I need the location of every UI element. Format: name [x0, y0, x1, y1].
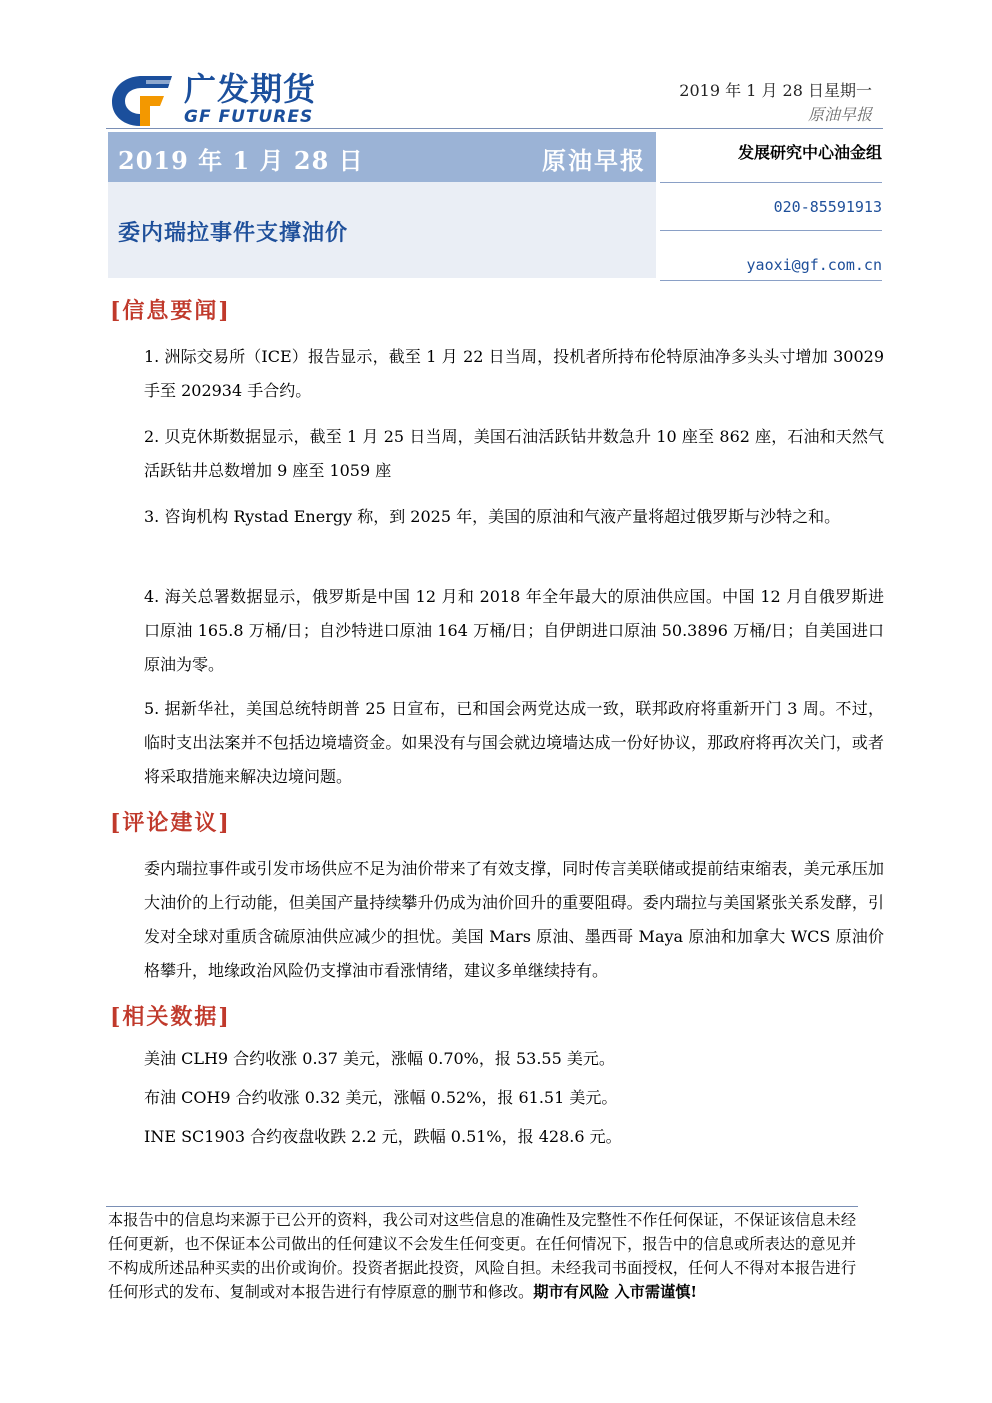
news-item-3: 3. 咨询机构 Rystad Energy 称，到 2025 年，美国的原油和气液产量将超过俄罗斯与沙特之和。 — [144, 507, 841, 526]
title-band — [108, 132, 656, 182]
sidebar-divider — [660, 182, 882, 183]
logo-english-name: GF FUTURES — [184, 107, 314, 127]
comment-heading: [评论建议] — [110, 810, 231, 836]
report-title: 委内瑞拉事件支撑油价 — [118, 220, 349, 246]
band-report-type: 原油早报 — [542, 146, 646, 175]
header-divider — [106, 128, 883, 129]
header-date: 2019 年 1 月 28 日星期一 — [679, 81, 872, 100]
data-heading: [相关数据] — [110, 1004, 231, 1030]
research-group: 发展研究中心油金组 — [737, 143, 882, 162]
sidebar-divider — [660, 230, 882, 231]
contact-phone: 020-85591913 — [773, 198, 882, 216]
news-item-2: 2. 贝克休斯数据显示，截至 1 月 25 日当周，美国石油活跃钻井数急升 10 座至 862 座，石油和天然气活跃钻井总数增加 9 座至 1059 座 — [144, 427, 884, 480]
news-item-5: 5. 据新华社，美国总统特朗普 25 日宣布，已和国会两党达成一致，联邦政府将重新开门 3 周。不过，临时支出法案并不包括边境墙资金。如果没有与国会就边境墙达成一份好协议，那政府将再次关门，或者将采取措施来解决边境问题。 — [144, 699, 884, 786]
header-report-type: 原油早报 — [807, 105, 872, 124]
data-item-ine: INE SC1903 合约夜盘收跌 2.2 元，跌幅 0.51%，报 428.6 元。 — [144, 1127, 622, 1146]
news-item-4: 4. 海关总署数据显示，俄罗斯是中国 12 月和 2018 年全年最大的原油供应国。中国 12 月自俄罗斯进口原油 165.8 万桶/日；自沙特进口原油 164 万桶/日；自伊朗进口原油 50.3896 万桶/日；自美国进口原油为零。 — [144, 587, 884, 674]
report-title-box — [108, 182, 656, 278]
news-heading: [信息要闻] — [110, 298, 231, 324]
logo-chinese-name: 广发期货 — [184, 70, 317, 108]
contact-email[interactable]: yaoxi@gf.com.cn — [746, 256, 882, 274]
disclaimer-divider — [106, 1206, 858, 1207]
band-date: 2019 年 1 月 28 日 — [118, 146, 364, 175]
sidebar-divider — [660, 280, 882, 281]
disclaimer — [108, 1208, 856, 1304]
news-item-1: 1. 洲际交易所（ICE）报告显示，截至 1 月 22 日当周，投机者所持布伦特原油净多头头寸增加 30029 手至 202934 手合约。 — [144, 347, 884, 400]
company-logo — [106, 70, 366, 130]
gf-logo-icon — [106, 70, 178, 130]
data-item-brent: 布油 COH9 合约收涨 0.32 美元，涨幅 0.52%，报 61.51 美元。 — [144, 1088, 618, 1107]
risk-warning: 期市有风险 入市需谨慎! — [533, 1283, 698, 1301]
comment-text: 委内瑞拉事件或引发市场供应不足为油价带来了有效支撑，同时传言美联储或提前结束缩表，美元承压加大油价的上行动能，但美国产量持续攀升仍成为油价回升的重要阻碍。委内瑞拉与美国紧张关系发酵，引发对全球对重质含硫原油供应减少的担忧。美国 Mars 原油、墨西哥 Maya 原油和加拿大 WCS 原油价格攀升，地缘政治风险仍支撑油市看涨情绪，建议多单继续持有。 — [144, 859, 884, 980]
disclaimer-text: 本报告中的信息均来源于已公开的资料，我公司对这些信息的准确性及完整性不作任何保证，不保证该信息未经任何更新，也不保证本公司做出的任何建议不会发生任何变更。在任何情况下，报告中的信息或所表达的意见并不构成所述品种买卖的出价或询价。投资者据此投资，风险自担。未经我司书面授权，任何人不得对本报告进行任何形式的发布、复制或对本报告进行有悖原意的删节和修改。 — [108, 1211, 856, 1301]
data-item-wti: 美油 CLH9 合约收涨 0.37 美元，涨幅 0.70%，报 53.55 美元。 — [144, 1049, 615, 1068]
